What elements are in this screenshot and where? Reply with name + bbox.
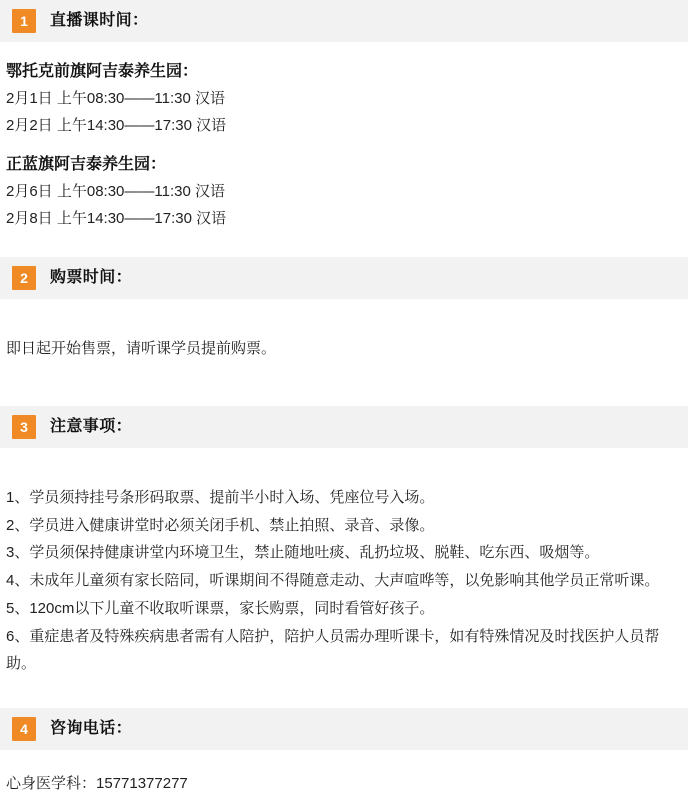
section-header-3	[0, 406, 688, 448]
venue-heading-2: 正蓝旗阿吉泰养生园：	[6, 156, 167, 174]
section-title: 直播课时间：	[50, 12, 149, 30]
notice-item: 5、120cm以下儿童不收取听课票，家长购票，同时看管好孩子。	[6, 599, 435, 617]
section-number-badge: 1	[12, 9, 36, 33]
spacer	[0, 233, 688, 257]
spacer	[6, 139, 682, 151]
section-header-2	[0, 257, 688, 299]
section-4-body	[0, 770, 688, 797]
section-header-1	[0, 0, 688, 42]
section-number-badge: 3	[12, 415, 36, 439]
notice-item: 6、重症患者及特殊疾病患者需有人陪护，陪护人员需办理听课卡，如有特殊情况及时找医护人员帮助。	[6, 627, 660, 673]
section-title: 购票时间：	[50, 268, 133, 286]
venue-heading-1: 鄂托克前旗阿吉泰养生园：	[6, 63, 199, 80]
spacer	[0, 42, 688, 58]
notice-item: 3、学员须保持健康讲堂内环境卫生，禁止随地吐痰、乱扔垃圾、脱鞋、吃东西、吸烟等。	[6, 544, 600, 562]
spacer	[0, 448, 688, 484]
section-2-body	[0, 335, 688, 362]
spacer	[0, 678, 688, 708]
section-3-body	[0, 484, 688, 678]
schedule-line: 2月6日 上午08:30——11:30 汉语	[6, 183, 225, 201]
notice-item: 1、学员须持挂号条形码取票、提前半小时入场、凭座位号入场。	[6, 488, 435, 506]
spacer	[0, 750, 688, 770]
ticket-time-paragraph: 即日起开始售票，请听课学员提前购票。	[6, 339, 277, 357]
section-header-4	[0, 708, 688, 750]
section-number-badge: 2	[12, 266, 36, 290]
spacer	[0, 362, 688, 406]
contact-line: 心身医学科：15771377277	[6, 775, 188, 792]
schedule-line: 2月2日 上午14:30——17:30 汉语	[6, 116, 227, 134]
spacer	[0, 299, 688, 335]
section-number-badge: 4	[12, 717, 36, 741]
section-1-body	[0, 58, 688, 233]
section-title: 咨询电话：	[50, 720, 133, 738]
notice-item: 4、未成年儿童须有家长陪同，听课期间不得随意走动、大声喧哗等，以免影响其他学员正常听课。	[6, 572, 660, 589]
notice-item: 2、学员进入健康讲堂时必须关闭手机、禁止拍照、录音、录像。	[6, 516, 435, 534]
schedule-line: 2月8日 上午14:30——17:30 汉语	[6, 210, 227, 228]
section-title: 注意事项：	[50, 417, 133, 435]
schedule-line: 2月1日 上午08:30——11:30 汉语	[6, 90, 225, 107]
